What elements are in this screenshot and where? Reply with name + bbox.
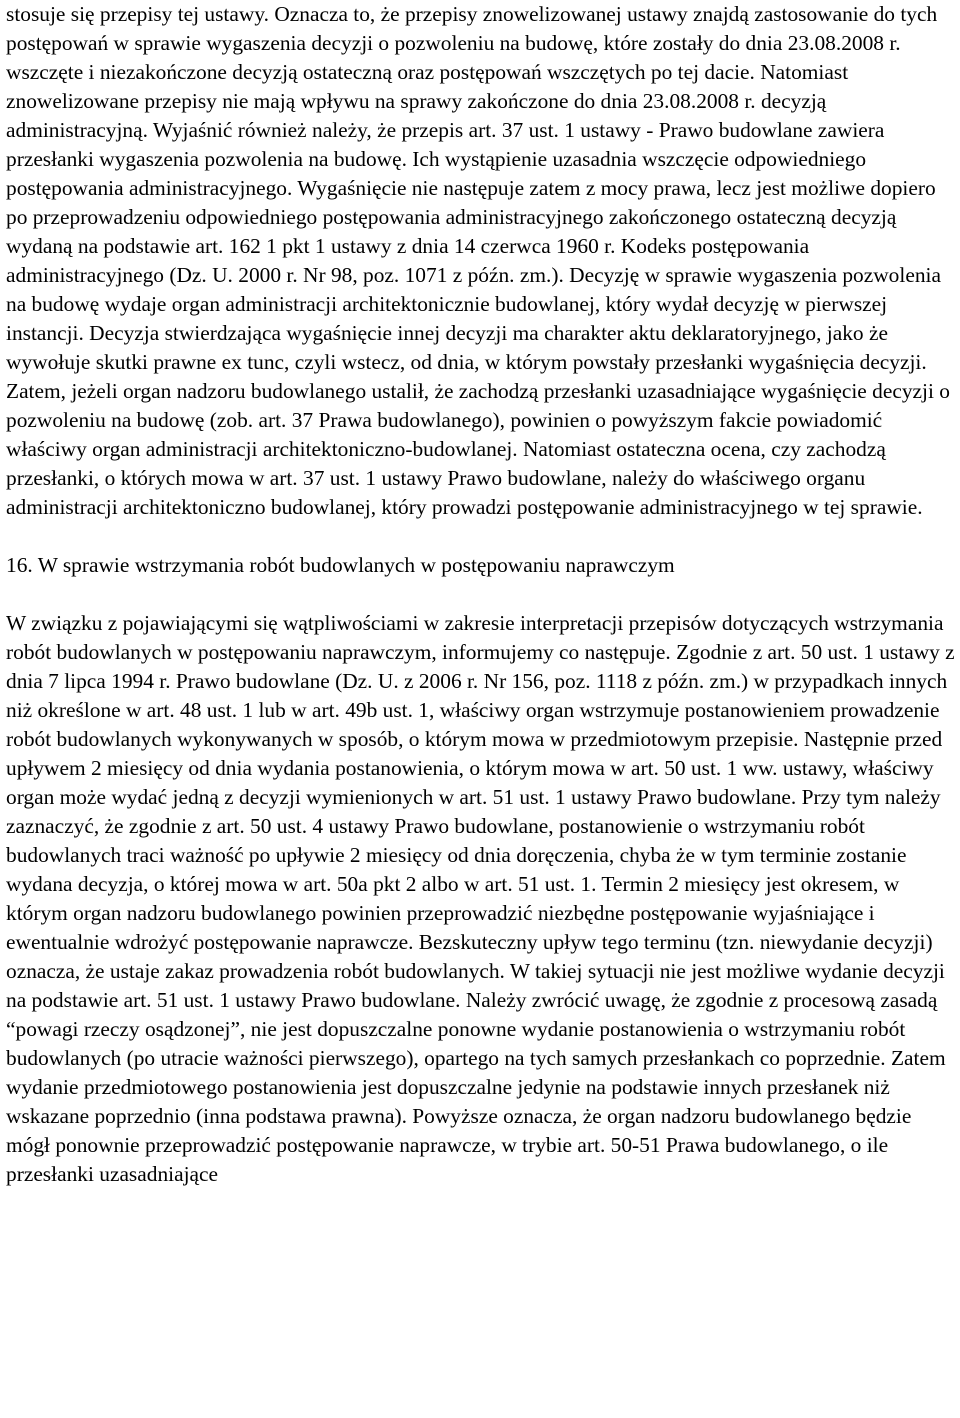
section-heading: 16. W sprawie wstrzymania robót budowlanych w postępowaniu naprawczym: [6, 553, 675, 577]
paragraph-spacer: [6, 522, 956, 551]
body-paragraph: stosuje się przepisy tej ustawy. Oznacza to, że przepisy znowelizowanej ustawy znajdą zastosowanie do tych postępowań w sprawie wygaszenia decyzji o pozwoleniu na budowę, które zostały do dnia 23.08.2008 r. wszczęte i niezakończone decyzją ostateczną oraz postępowań wszczętych po tej dacie. Natomiast znowelizowane przepisy nie mają wpływu na sprawy zakończone do dnia 23.08.2008 r. decyzją administracyjną. Wyjaśnić również należy, że przepis art. 37 ust. 1 ustawy - Prawo budowlane zawiera przesłanki wygaszenia pozwolenia na budowę. Ich wystąpienie uzasadnia wszczęcie odpowiedniego postępowania administracyjnego. Wygaśnięcie nie następuje zatem z mocy prawa, lecz jest możliwe dopiero po przeprowadzeniu odpowiedniego postępowania administracyjnego zakończonego ostateczną decyzją wydaną na podstawie art. 162 1 pkt 1 ustawy z dnia 14 czerwca 1960 r. Kodeks postępowania administracyjnego (Dz. U. 2000 r. Nr 98, poz. 1071 z późn. zm.). Decyzję w sprawie wygaszenia pozwolenia na budowę wydaje organ administracji architektonicznie budowlanej, który wydał decyzję w pierwszej instancji. Decyzja stwierdzająca wygaśnięcie innej decyzji ma charakter aktu deklaratoryjnego, jako że wywołuje skutki prawne ex tunc, czyli wstecz, od dnia, w którym powstały przesłanki wygaśnięcia decyzji. Zatem, jeżeli organ nadzoru budowlanego ustalił, że zachodzą przesłanki uzasadniające wygaśnięcie decyzji o pozwoleniu na budowę (zob. art. 37 Prawa budowlanego), powinien o powyższym fakcie powiadomić właściwy organ administracji architektoniczno-budowlanej. Natomiast ostateczna ocena, czy zachodzą przesłanki, o których mowa w art. 37 ust. 1 ustawy Prawo budowlane, należy do właściwego organu administracji architektoniczno budowlanej, który prowadzi postępowanie administracyjnego w tej sprawie.: [6, 2, 950, 519]
paragraph-spacer: [6, 580, 956, 609]
body-paragraph: W związku z pojawiającymi się wątpliwościami w zakresie interpretacji przepisów dotyczących wstrzymania robót budowlanych w postępowaniu naprawczym, informujemy co następuje. Zgodnie z art. 50 ust. 1 ustawy z dnia 7 lipca 1994 r. Prawo budowlane (Dz. U. z 2006 r. Nr 156, poz. 1118 z późn. zm.) w przypadkach innych niż określone w art. 48 ust. 1 lub w art. 49b ust. 1, właściwy organ wstrzymuje postanowieniem prowadzenie robót budowlanych wykonywanych w sposób, o którym mowa w przedmiotowym przepisie. Następnie przed upływem 2 miesięcy od dnia wydania postanowienia, o którym mowa w art. 50 ust. 1 ww. ustawy, właściwy organ może wydać jedną z decyzji wymienionych w art. 51 ust. 1 ustawy Prawo budowlane. Przy tym należy zaznaczyć, że zgodnie z art. 50 ust. 4 ustawy Prawo budowlane, postanowienie o wstrzymaniu robót budowlanych traci ważność po upływie 2 miesięcy od dnia doręczenia, chyba że w tym terminie zostanie wydana decyzja, o której mowa w art. 50a pkt 2 albo w art. 51 ust. 1. Termin 2 miesięcy jest okresem, w którym organ nadzoru budowlanego powinien przeprowadzić niezbędne postępowanie wyjaśniające i ewentualnie wdrożyć postępowanie naprawcze. Bezskuteczny upływ tego terminu (tzn. niewydanie decyzji) oznacza, że ustaje zakaz prowadzenia robót budowlanych. W takiej sytuacji nie jest możliwe wydanie decyzji na podstawie art. 51 ust. 1 ustawy Prawo budowlane. Należy zwrócić uwagę, że zgodnie z procesową zasadą “powagi rzeczy osądzonej”, nie jest dopuszczalne ponowne wydanie postanowienia o wstrzymaniu robót budowlanych (po utracie ważności pierwszego), opartego na tych samych przesłankach co poprzednie. Zatem wydanie przedmiotowego postanowienia jest dopuszczalne jedynie na podstawie innych przesłanek niż wskazane poprzednio (inna podstawa prawna). Powyższe oznacza, że organ nadzoru budowlanego będzie mógł ponownie przeprowadzić postępowanie naprawcze, w trybie art. 50-51 Prawa budowlanego, o ile przesłanki uzasadniające: [6, 611, 955, 1186]
document-page: [6, 0, 956, 1189]
